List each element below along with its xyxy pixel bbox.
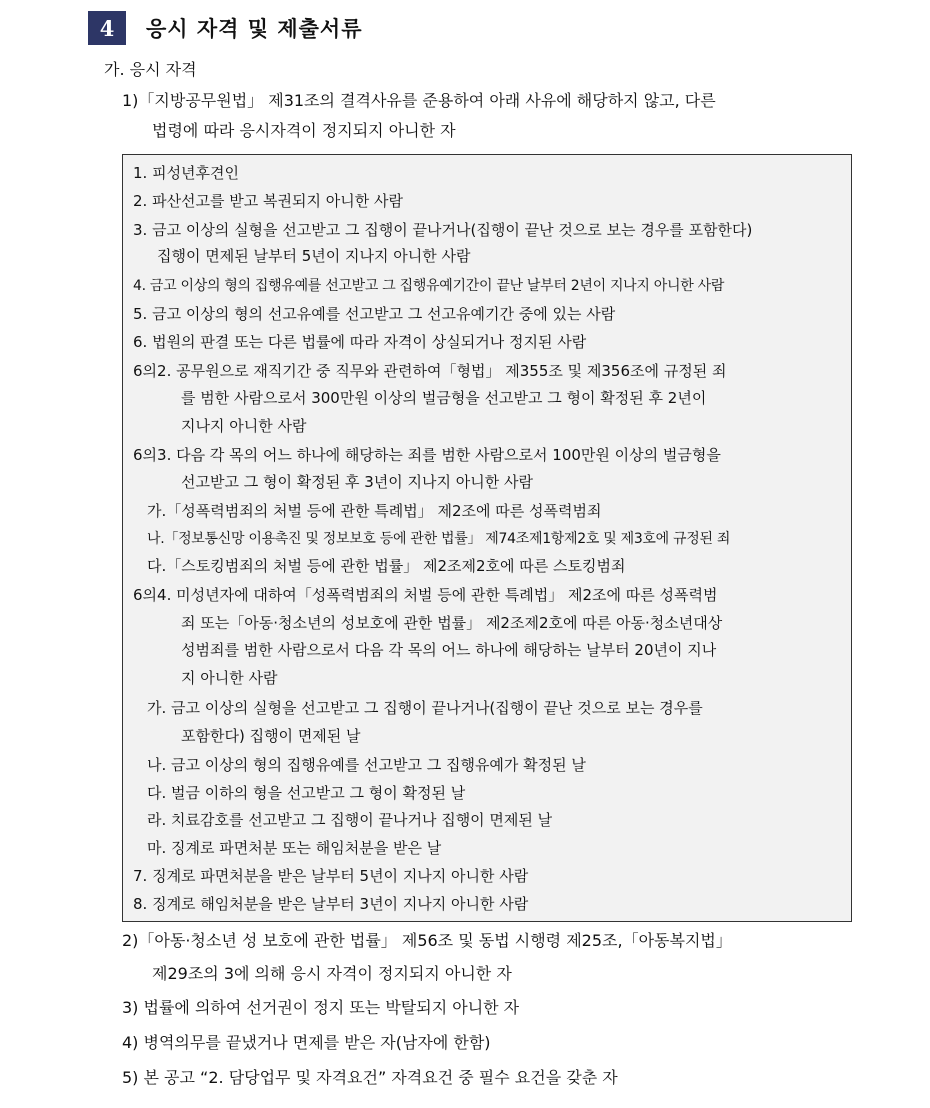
box-line: 나. 금고 이상의 형의 집행유예를 선고받고 그 집행유예가 확정된 날 (147, 756, 586, 774)
item-1-line-2: 법령에 따라 응시자격이 정지되지 아니한 자 (152, 121, 456, 140)
box-line: 를 범한 사람으로서 300만원 이상의 벌금형을 선고받고 그 형이 확정된 후 2년이 (181, 389, 707, 407)
box-line: 3. 금고 이상의 실형을 선고받고 그 집행이 끝나거나(집행이 끝난 것으로 보는 경우를 포함한다) (133, 221, 753, 239)
box-line: 지나지 아니한 사람 (181, 417, 307, 435)
item-2-line-1: 2)「아동·청소년 성 보호에 관한 법률」 제56조 및 동법 시행령 제25조,「아동복지법」 (122, 931, 732, 950)
box-line: 6의4. 미성년자에 대하여「성폭력범죄의 처벌 등에 관한 특례법」 제2조에 따른 성폭력범 (133, 586, 718, 604)
box-line: 6의3. 다음 각 목의 어느 하나에 해당하는 죄를 범한 사람으로서 100만원 이상의 벌금형을 (133, 446, 721, 464)
box-line: 집행이 면제된 날부터 5년이 지나지 아니한 사람 (157, 247, 471, 265)
disqualification-box (122, 154, 852, 922)
box-line: 죄 또는「아동·청소년의 성보호에 관한 법률」 제2조제2호에 따른 아동·청소년대상 (181, 614, 723, 632)
box-line: 지 아니한 사람 (181, 669, 278, 687)
box-line: 마. 징계로 파면처분 또는 해임처분을 받은 날 (147, 839, 442, 857)
box-line: 2. 파산선고를 받고 복권되지 아니한 사람 (133, 192, 403, 210)
box-line: 5. 금고 이상의 형의 선고유예를 선고받고 그 선고유예기간 중에 있는 사람 (133, 305, 616, 323)
section-number-badge: 4 (88, 11, 126, 45)
box-line: 1. 피성년후견인 (133, 164, 240, 182)
box-line: 가.「성폭력범죄의 처벌 등에 관한 특례법」 제2조에 따른 성폭력범죄 (147, 502, 602, 520)
box-line: 다. 벌금 이하의 형을 선고받고 그 형이 확정된 날 (147, 784, 466, 802)
box-line: 선고받고 그 형이 확정된 후 3년이 지나지 아니한 사람 (181, 473, 533, 491)
box-line: 4. 금고 이상의 형의 집행유예를 선고받고 그 집행유예기간이 끝난 날부터 2년이 지나지 아니한 사람 (133, 278, 725, 294)
item-1-line-1: 1)「지방공무원법」 제31조의 결격사유를 준용하여 아래 사유에 해당하지 않고, 다른 (122, 91, 716, 110)
section-header (88, 10, 363, 46)
box-line: 라. 치료감호를 선고받고 그 집행이 끝나거나 집행이 면제된 날 (147, 811, 553, 829)
subsection-heading: 가. 응시 자격 (104, 60, 197, 79)
item-4: 4) 병역의무를 끝냈거나 면제를 받은 자(남자에 한함) (122, 1033, 491, 1052)
item-2-line-2: 제29조의 3에 의해 응시 자격이 정지되지 아니한 자 (152, 964, 512, 983)
box-line: 6의2. 공무원으로 재직기간 중 직무와 관련하여「형법」 제355조 및 제356조에 규정된 죄 (133, 362, 727, 380)
box-line: 다.「스토킹범죄의 처벌 등에 관한 법률」 제2조제2호에 따른 스토킹범죄 (147, 557, 626, 575)
box-line: 성범죄를 범한 사람으로서 다음 각 목의 어느 하나에 해당하는 날부터 20년이 지나 (181, 641, 717, 659)
section-title: 응시 자격 및 제출서류 (146, 17, 363, 41)
box-line: 포함한다) 집행이 면제된 날 (181, 727, 361, 745)
box-line: 나.「정보통신망 이용촉진 및 정보보호 등에 관한 법률」 제74조제1항제2호 및 제3호에 규정된 죄 (147, 531, 731, 547)
item-5: 5) 본 공고 “2. 담당업무 및 자격요건” 자격요건 중 필수 요건을 갖춘 자 (122, 1068, 618, 1087)
box-line: 8. 징계로 해임처분을 받은 날부터 3년이 지나지 아니한 사람 (133, 895, 529, 913)
item-3: 3) 법률에 의하여 선거권이 정지 또는 박탈되지 아니한 자 (122, 998, 520, 1017)
box-line: 6. 법원의 판결 또는 다른 법률에 따라 자격이 상실되거나 정지된 사람 (133, 333, 587, 351)
box-line: 가. 금고 이상의 실형을 선고받고 그 집행이 끝나거나(집행이 끝난 것으로 보는 경우를 (147, 699, 703, 717)
box-line: 7. 징계로 파면처분을 받은 날부터 5년이 지나지 아니한 사람 (133, 867, 529, 885)
